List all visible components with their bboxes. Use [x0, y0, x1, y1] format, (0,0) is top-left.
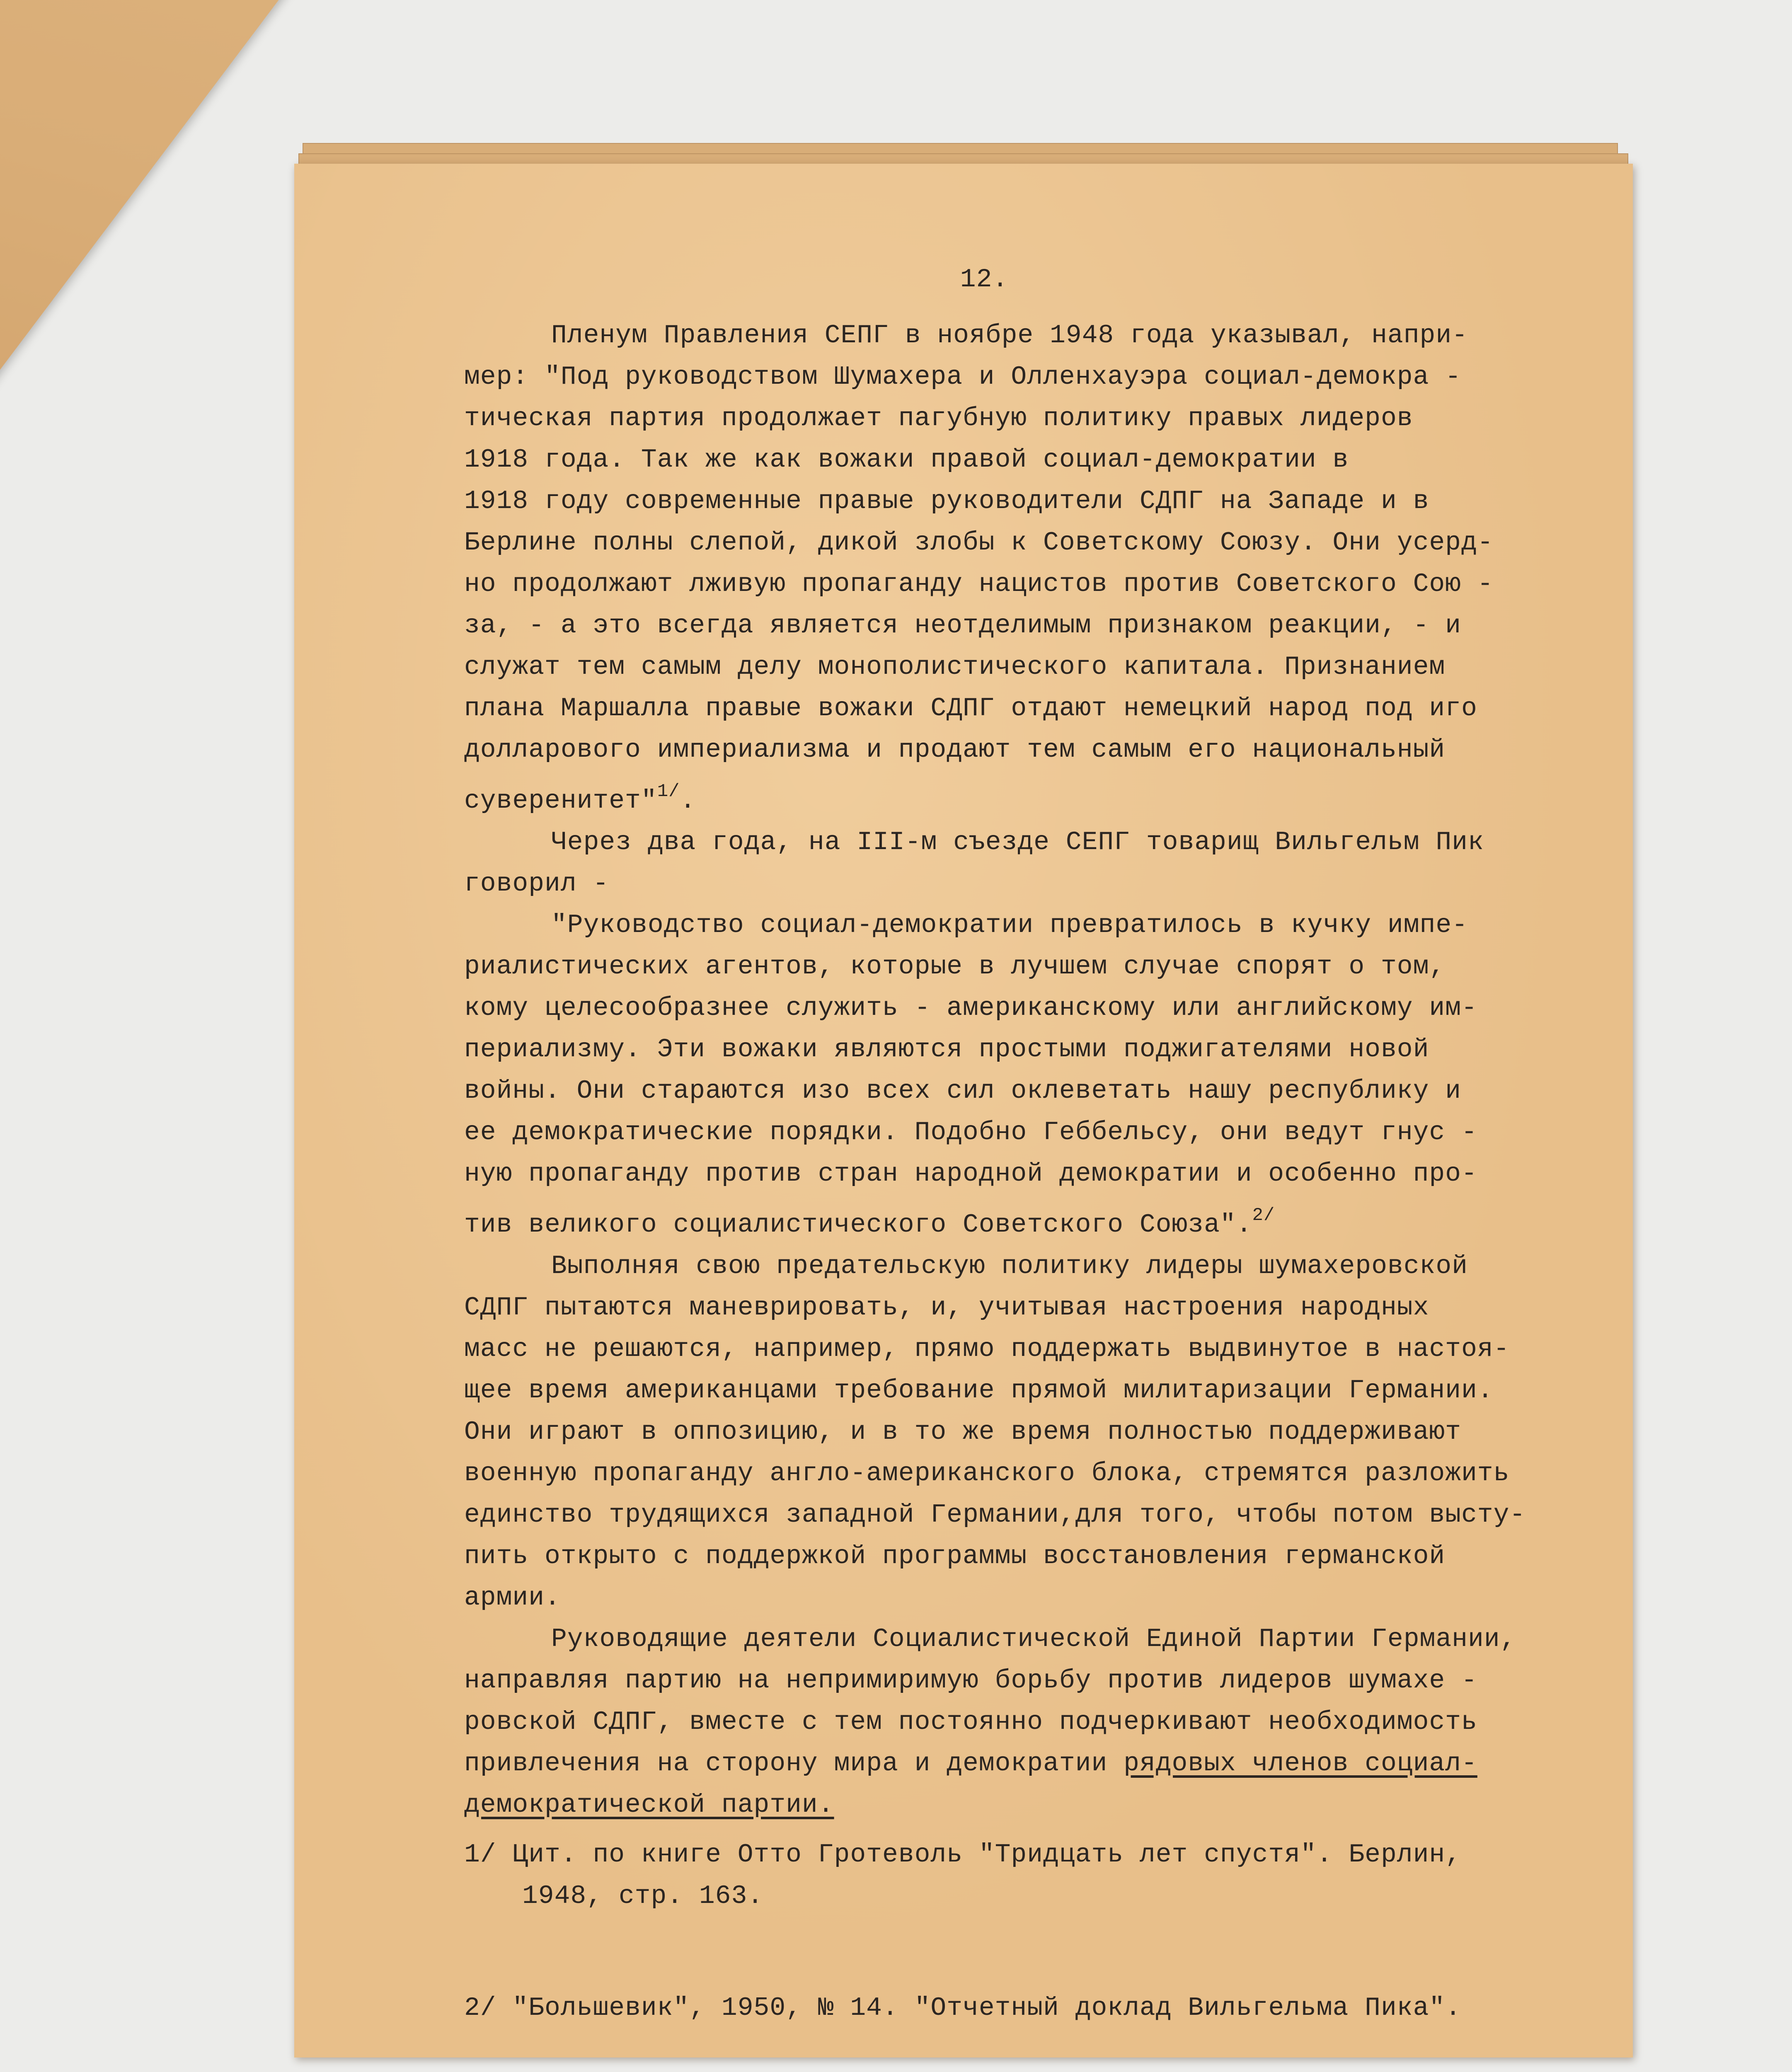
paragraph-1 [464, 315, 1575, 822]
text-line [464, 1987, 1575, 2029]
text-line: войны. Они стараются изо всех сил оклеветать нашу республику и [464, 1076, 1461, 1106]
text-line: мер: "Под руководством Шумахера и Олленхауэра социал-демокра - [464, 362, 1461, 392]
text-segment: суверенитет" [464, 786, 657, 816]
text-line: направляя партию на непримиримую борьбу против лидеров шумахе - [464, 1666, 1477, 1695]
text-line: СДПГ пытаются маневрировать, и, учитывая настроения народных [464, 1293, 1429, 1322]
document-page [294, 164, 1633, 2057]
text-line: долларового империализма и продают тем самым его национальный [464, 735, 1446, 765]
underlined-text: демократической партии. [464, 1790, 834, 1820]
text-line: Через два года, на III-м съезде СЕПГ товарищ Вильгельм Пик [551, 828, 1484, 857]
paragraph-quote [464, 905, 1575, 1246]
text-line: тическая партия продолжает пагубную политику правых лидеров [464, 404, 1413, 433]
text-line: риалистических агентов, которые в лучшем случае спорят о том, [464, 952, 1446, 981]
text-line: за, - а это всегда является неотделимым признаком реакции, - и [464, 611, 1461, 640]
text-line: кому целесообразнее служить - американскому или английскому им- [464, 993, 1477, 1023]
text-segment: тив великого социалистического Советского Союза". [464, 1210, 1252, 1239]
text-line: Они играют в оппозицию, и в то же время полностью поддерживают [464, 1417, 1461, 1447]
text-line: ровской СДПГ, вместе с тем постоянно подчеркивают необходимость [464, 1707, 1477, 1737]
text-line: Руководящие деятели Социалистической Единой Партии Германии, [551, 1624, 1516, 1654]
footnote-reference: 2/ [1252, 1205, 1275, 1226]
text-line: Берлине полны слепой, дикой злобы к Советскому Союзу. Они усерд- [464, 528, 1494, 557]
underlined-text: рядовых членов социал- [1124, 1749, 1477, 1778]
page-content [464, 259, 1575, 2029]
footnote-mark: 2/ [464, 1993, 496, 2023]
text-line [464, 1195, 1575, 1246]
paragraph-5 [464, 1619, 1575, 1826]
text-line: Пленум Правления СЕПГ в ноябре 1948 года указывал, напри- [551, 321, 1468, 350]
text-line: пить открыто с поддержкой программы восстановления германской [464, 1542, 1446, 1571]
text-line [464, 1834, 1575, 1876]
footnote-2 [464, 1987, 1575, 2029]
footnote-text: Цит. по книге Отто Гротеволь "Тридцать лет спустя". Берлин, [512, 1840, 1462, 1869]
text-line: единство трудящихся западной Германии,для того, чтобы потом высту- [464, 1500, 1526, 1530]
text-line: "Руководство социал-демократии превратилось в кучку импе- [551, 910, 1468, 940]
footnote-reference: 1/ [657, 781, 680, 802]
text-line: 1948, стр. 163. [522, 1881, 764, 1911]
text-line: масс не решаются, например, прямо поддержать выдвинутое в настоя- [464, 1334, 1510, 1364]
text-line: плана Маршалла правые вожаки СДПГ отдают немецкий народ под иго [464, 694, 1477, 723]
text-line: говорил - [464, 869, 609, 898]
footnote-1 [464, 1834, 1575, 1917]
footnote-mark: 1/ [464, 1840, 496, 1869]
paragraph-2 [464, 822, 1575, 905]
text-line [464, 1743, 1575, 1784]
text-line: ную пропаганду против стран народной демократии и особенно про- [464, 1159, 1477, 1188]
text-segment: . [680, 786, 696, 816]
text-line: периализму. Эти вожаки являются простыми поджигателями новой [464, 1035, 1429, 1064]
text-line [464, 771, 1575, 822]
text-line: служат тем самым делу монополистического капитала. Признанием [464, 652, 1446, 682]
text-line [464, 1784, 1575, 1826]
page-number: 12. [960, 265, 1009, 294]
text-line: ее демократические порядки. Подобно Геббельсу, они ведут гнус - [464, 1118, 1477, 1147]
text-line: щее время американцами требование прямой милитаризации Германии. [464, 1376, 1494, 1405]
text-line: 1918 года. Так же как вожаки правой социал-демократии в [464, 445, 1349, 474]
text-line: военную пропаганду англо-американского блока, стремятся разложить [464, 1459, 1510, 1488]
text-line: армии. [464, 1583, 561, 1612]
text-line: Выполняя свою предательскую политику лидеры шумахеровской [551, 1251, 1468, 1281]
paragraph-4 [464, 1246, 1575, 1619]
text-segment: привлечения на сторону мира и демократии [464, 1749, 1108, 1778]
text-line: но продолжают лживую пропаганду нацистов против Советского Сою - [464, 569, 1494, 599]
footnote-text: "Большевик", 1950, № 14. "Отчетный доклад Вильгельма Пика". [512, 1993, 1462, 2023]
text-line: 1918 году современные правые руководители СДПГ на Западе и в [464, 487, 1429, 516]
